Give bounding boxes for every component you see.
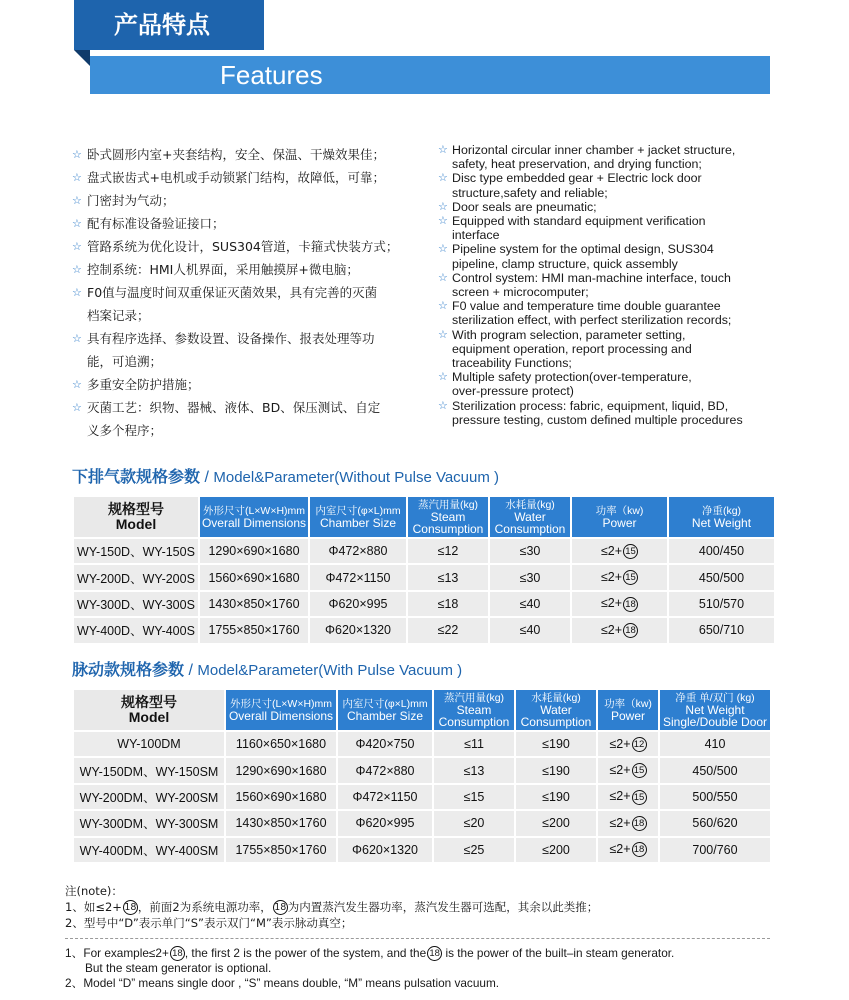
column-header-cn: 功率（kw) (595, 505, 644, 517)
feature-line: 多重安全防护措施； (87, 377, 200, 392)
circled-number: 18 (170, 946, 185, 961)
cell-chamber: Φ472×1150 (338, 785, 432, 809)
note-line-cn (65, 899, 598, 915)
star-icon: ☆ (72, 378, 82, 391)
column-header-cn: 净重 单/双门 (kg) (675, 692, 755, 704)
star-icon: ☆ (438, 172, 448, 185)
star-icon: ☆ (72, 171, 82, 184)
column-header (74, 497, 198, 537)
column-header-en: Model (115, 516, 157, 532)
cell-steam: ≤18 (408, 592, 488, 616)
feature-line: 义多个程序； (87, 423, 163, 438)
column-header-en: Chamber Size (319, 516, 397, 530)
star-icon: ☆ (438, 271, 448, 284)
cell-water: ≤200 (516, 811, 596, 835)
power-value: ≤2+ (609, 789, 631, 804)
star-icon: ☆ (438, 200, 448, 213)
feature-text (87, 189, 175, 212)
table-row (74, 592, 774, 616)
feature-line: 配有标准设备验证接口； (87, 216, 225, 231)
feature-text (87, 373, 200, 396)
feature-line: sterilization effect, with perfect sterilization records; (452, 313, 732, 328)
column-header-cn: 净重(kg) (701, 505, 742, 517)
power-circled-number: 18 (632, 816, 647, 831)
features-list-en (438, 143, 783, 427)
feature-text (452, 271, 731, 299)
cell-chamber: Φ472×880 (338, 758, 432, 782)
star-icon: ☆ (72, 148, 82, 161)
column-header (408, 497, 488, 537)
spec-table-without-pulse (72, 495, 776, 645)
note-text: 1、如≤2+ (65, 900, 122, 914)
power-circled-number: 12 (632, 737, 647, 752)
star-icon: ☆ (438, 328, 448, 341)
feature-text (452, 242, 714, 270)
cell-model: WY-400D、WY-400S (74, 618, 198, 642)
column-header-cn: 蒸汽用量(kg) (417, 499, 479, 511)
cell-model: WY-300D、WY-300S (74, 592, 198, 616)
feature-line: Control system: HMI man-machine interface, touch (452, 270, 731, 285)
feature-text (452, 143, 735, 171)
feature-item (72, 258, 422, 281)
column-header (434, 690, 514, 730)
star-icon: ☆ (72, 194, 82, 207)
cell-model: WY-100DM (74, 732, 224, 756)
power-value: ≤2+ (609, 815, 631, 830)
title-slash: / (188, 662, 198, 679)
feature-item (438, 143, 783, 171)
feature-text (87, 235, 398, 258)
feature-line: screen + microcomputer; (452, 285, 589, 300)
star-icon: ☆ (72, 217, 82, 230)
feature-line: over-pressure protect) (452, 384, 574, 399)
feature-text (452, 200, 597, 214)
feature-text (452, 399, 743, 427)
note-line-en (65, 976, 674, 991)
star-icon: ☆ (72, 286, 82, 299)
column-header (669, 497, 774, 537)
feature-text (87, 143, 385, 166)
cell-chamber: Φ420×750 (338, 732, 432, 756)
feature-line: 灭菌工艺：织物、器械、液体、BD、保压测试、自定 (87, 400, 381, 415)
feature-item (72, 235, 422, 258)
note-text: 2、Model “D” means single door , “S” means double, “M” means pulsation vacuum. (65, 976, 500, 991)
column-header (490, 497, 570, 537)
feature-item (72, 143, 422, 166)
cell-dim: 1290×690×1680 (200, 539, 308, 563)
cell-steam: ≤22 (408, 618, 488, 642)
cell-model: WY-150DM、WY-150SM (74, 758, 224, 782)
note-text: 2、型号中“D”表示单门“S”表示双门“M”表示脉动真空； (65, 916, 353, 930)
feature-item (438, 214, 783, 242)
column-header-cn: 内室尺寸(φ×L)mm (315, 505, 401, 517)
star-icon: ☆ (72, 401, 82, 414)
feature-item (72, 396, 422, 442)
feature-item (72, 189, 422, 212)
column-header-en: Steam Consumption (438, 703, 510, 729)
feature-text (452, 171, 702, 199)
table-row (74, 811, 770, 835)
cell-power (572, 539, 667, 563)
column-header-cn: 内室尺寸(φ×L)mm (342, 698, 428, 710)
column-header-en: Net Weight Single/Double Door (662, 703, 768, 729)
column-header-cn: 水耗量(kg) (531, 692, 581, 704)
cell-chamber: Φ620×995 (310, 592, 406, 616)
feature-line: 控制系统：HMI人机界面，采用触摸屏+微电脑； (87, 262, 359, 277)
column-header (660, 690, 770, 730)
feature-line: Equipped with standard equipment verification (452, 214, 706, 229)
cell-water: ≤30 (490, 565, 570, 589)
feature-item (438, 171, 783, 199)
feature-text (452, 214, 705, 242)
cell-power (572, 618, 667, 642)
table-row (74, 565, 774, 589)
column-header-cn: 蒸汽用量(kg) (443, 692, 505, 704)
table-row (74, 758, 770, 782)
feature-line: Sterilization process: fabric, equipment, liquid, BD, (452, 398, 729, 413)
feature-item (72, 373, 422, 396)
cell-power (598, 732, 658, 756)
power-value: ≤2+ (609, 762, 631, 777)
notes-heading: 注(note)： (65, 884, 123, 898)
table-row (74, 539, 774, 563)
feature-line: 档案记录； (87, 308, 150, 323)
feature-line: 具有程序选择、参数设置、设备操作、报表处理等功 (87, 331, 375, 346)
note-text: But the steam generator is optional. (85, 961, 272, 976)
cell-weight: 500/550 (660, 785, 770, 809)
notes-en (65, 946, 674, 991)
cell-model: WY-200DM、WY-200SM (74, 785, 224, 809)
cell-model: WY-150D、WY-150S (74, 539, 198, 563)
star-icon: ☆ (438, 371, 448, 384)
cell-weight: 510/570 (669, 592, 774, 616)
feature-line: interface (452, 228, 500, 243)
note-line-en (65, 946, 674, 961)
cell-dim: 1430×850×1760 (200, 592, 308, 616)
title-slash: / (204, 469, 214, 486)
feature-text (452, 299, 731, 327)
cell-water: ≤40 (490, 618, 570, 642)
power-value: ≤2+ (600, 543, 623, 558)
cell-dim: 1755×850×1760 (226, 838, 336, 862)
star-icon: ☆ (438, 144, 448, 156)
features-list-cn (72, 143, 422, 442)
cell-model: WY-300DM、WY-300SM (74, 811, 224, 835)
cell-steam: ≤12 (408, 539, 488, 563)
feature-line: safety, heat preservation, and drying function; (452, 157, 702, 172)
cell-chamber: Φ620×1320 (338, 838, 432, 862)
cell-weight: 410 (660, 732, 770, 756)
star-icon: ☆ (72, 240, 82, 253)
power-value: ≤2+ (600, 569, 623, 584)
feature-item (438, 328, 783, 371)
star-icon: ☆ (438, 399, 448, 412)
cell-power (598, 811, 658, 835)
feature-line: 盘式嵌齿式+电机或手动锁紧门结构，故障低，可靠； (87, 170, 385, 185)
cell-steam: ≤15 (434, 785, 514, 809)
dashed-divider (65, 938, 770, 939)
feature-line: 门密封为气动； (87, 193, 175, 208)
notes-cn (65, 883, 598, 931)
column-header (572, 497, 667, 537)
ribbon-fold (74, 50, 90, 66)
feature-item (72, 281, 422, 327)
feature-item (438, 370, 783, 398)
feature-text (452, 328, 692, 371)
cell-dim: 1560×690×1680 (226, 785, 336, 809)
cell-steam: ≤20 (434, 811, 514, 835)
star-icon: ☆ (438, 300, 448, 313)
note-line-en (65, 961, 674, 976)
cell-power (598, 838, 658, 862)
cell-dim: 1560×690×1680 (200, 565, 308, 589)
feature-line: Pipeline system for the optimal design, SUS304 (452, 242, 714, 257)
column-header-en: Overall Dimensions (201, 516, 307, 530)
cell-water: ≤40 (490, 592, 570, 616)
table-header-row (74, 497, 774, 537)
star-icon: ☆ (438, 215, 448, 228)
star-icon: ☆ (72, 263, 82, 276)
column-header-en: Water Consumption (494, 510, 566, 536)
cell-power (598, 785, 658, 809)
cell-model: WY-400DM、WY-400SM (74, 838, 224, 862)
column-header-cn: 水耗量(kg) (505, 499, 555, 511)
feature-line: equipment operation, report processing and (452, 341, 692, 356)
note-text: ，前面2为系统电源功率， (137, 900, 272, 914)
power-circled-number: 15 (632, 763, 647, 778)
feature-line: Horizontal circular inner chamber + jacket structure, (452, 143, 736, 157)
column-header (338, 690, 432, 730)
star-icon: ☆ (72, 332, 82, 345)
cell-weight: 450/500 (669, 565, 774, 589)
column-header-cn: 外形尺寸(L×W×H)mm (202, 505, 306, 517)
cell-weight: 450/500 (660, 758, 770, 782)
feature-text (87, 212, 225, 235)
column-header-en: Water Consumption (520, 703, 592, 729)
feature-line: traceability Functions; (452, 356, 572, 371)
feature-text (87, 258, 359, 281)
table2-title (72, 657, 462, 680)
cell-weight: 560/620 (660, 811, 770, 835)
cell-weight: 400/450 (669, 539, 774, 563)
power-value: ≤2+ (600, 596, 623, 611)
spec-table-with-pulse (72, 688, 772, 864)
feature-line: F0 value and temperature time double guarantee (452, 299, 721, 314)
column-header (200, 497, 308, 537)
note-line-cn (65, 915, 598, 931)
feature-item (72, 327, 422, 373)
star-icon: ☆ (438, 243, 448, 256)
cell-water: ≤200 (516, 838, 596, 862)
feature-line: 管路系统为优化设计，SUS304管道，卡箍式快装方式； (87, 239, 399, 254)
feature-line: pressure testing, custom defined multiple procedures (452, 412, 743, 427)
cell-water: ≤190 (516, 785, 596, 809)
table2-title-en: Model&Parameter(With Pulse Vacuum ) (197, 662, 463, 679)
feature-item (438, 399, 783, 427)
column-header-cn: 规格型号 (121, 694, 177, 710)
feature-item (438, 200, 783, 214)
power-circled-number: 18 (623, 597, 638, 612)
table-header-row (74, 690, 770, 730)
column-header (310, 497, 406, 537)
cell-weight: 650/710 (669, 618, 774, 642)
feature-line: With program selection, parameter setting, (452, 327, 686, 342)
cell-power (572, 565, 667, 589)
column-header-en: Power (602, 516, 637, 530)
feature-line: Disc type embedded gear + Electric lock door (452, 171, 702, 186)
column-header (598, 690, 658, 730)
table2-title-cn: 脉动款规格参数 (72, 660, 185, 679)
column-header (516, 690, 596, 730)
cell-power (598, 758, 658, 782)
feature-line: Door seals are pneumatic; (452, 199, 597, 214)
cell-dim: 1160×650×1680 (226, 732, 336, 756)
feature-text (87, 166, 385, 189)
power-circled-number: 18 (632, 842, 647, 857)
note-text: , the first 2 is the power of the system, and the (184, 946, 427, 960)
feature-text (452, 370, 692, 398)
section-title-cn: 产品特点 (74, 0, 264, 50)
cell-chamber: Φ620×995 (338, 811, 432, 835)
table-row (74, 838, 770, 862)
feature-item (438, 299, 783, 327)
cell-steam: ≤13 (434, 758, 514, 782)
cell-dim: 1290×690×1680 (226, 758, 336, 782)
column-header-en: Power (610, 709, 645, 723)
cell-steam: ≤11 (434, 732, 514, 756)
cell-dim: 1755×850×1760 (200, 618, 308, 642)
cell-dim: 1430×850×1760 (226, 811, 336, 835)
note-text: 1、For example≤2+ (65, 946, 169, 960)
cell-chamber: Φ472×880 (310, 539, 406, 563)
cell-chamber: Φ620×1320 (310, 618, 406, 642)
feature-item (438, 271, 783, 299)
cell-chamber: Φ472×1150 (310, 565, 406, 589)
cell-water: ≤190 (516, 758, 596, 782)
feature-item (72, 166, 422, 189)
feature-line: F0值与温度时间双重保证灭菌效果，具有完善的灭菌 (87, 285, 378, 300)
feature-line: 卧式圆形内室+夹套结构，安全、保温、干燥效果佳； (87, 147, 385, 162)
power-value: ≤2+ (600, 622, 623, 637)
feature-line: 能，可追溯； (87, 354, 163, 369)
column-header (74, 690, 224, 730)
table1-title-cn: 下排气款规格参数 (72, 467, 201, 486)
feature-line: Multiple safety protection(over-temperature, (452, 370, 692, 385)
cell-model: WY-200D、WY-200S (74, 565, 198, 589)
feature-item (438, 242, 783, 270)
cell-steam: ≤13 (408, 565, 488, 589)
column-header-cn: 外形尺寸(L×W×H)mm (229, 698, 333, 710)
feature-text (87, 327, 375, 373)
cell-steam: ≤25 (434, 838, 514, 862)
section-title-en: Features (90, 56, 770, 94)
table-row (74, 785, 770, 809)
cell-weight: 700/760 (660, 838, 770, 862)
column-header-cn: 功率（kw) (604, 698, 652, 710)
circled-number: 18 (274, 902, 287, 913)
cell-power (572, 592, 667, 616)
table1-title-en: Model&Parameter(Without Pulse Vacuum ) (213, 469, 500, 486)
table-row (74, 618, 774, 642)
circled-number: 18 (124, 902, 137, 913)
column-header-en: Overall Dimensions (228, 709, 334, 723)
feature-text (87, 281, 377, 327)
column-header (226, 690, 336, 730)
cell-water: ≤190 (516, 732, 596, 756)
table1-title (72, 464, 499, 487)
feature-text (87, 396, 380, 442)
column-header-en: Chamber Size (346, 709, 424, 723)
feature-line: structure,safety and reliable; (452, 185, 608, 200)
note-text: is the power of the built–in steam generator. (442, 946, 675, 960)
power-circled-number: 15 (632, 790, 647, 805)
power-circled-number: 15 (623, 570, 638, 585)
table-row (74, 732, 770, 756)
note-text: 为内置蒸汽发生器功率，蒸汽发生器可选配，其余以此类推； (287, 900, 599, 914)
circled-number: 18 (427, 946, 442, 961)
column-header-cn: 规格型号 (108, 501, 164, 517)
power-value: ≤2+ (609, 842, 631, 857)
feature-line: pipeline, clamp structure, quick assembly (452, 256, 678, 271)
feature-item (72, 212, 422, 235)
cell-water: ≤30 (490, 539, 570, 563)
power-circled-number: 15 (623, 544, 638, 559)
column-header-en: Net Weight (691, 516, 752, 530)
power-value: ≤2+ (609, 736, 631, 751)
column-header-en: Model (128, 709, 170, 725)
column-header-en: Steam Consumption (412, 510, 484, 536)
power-circled-number: 18 (623, 623, 638, 638)
